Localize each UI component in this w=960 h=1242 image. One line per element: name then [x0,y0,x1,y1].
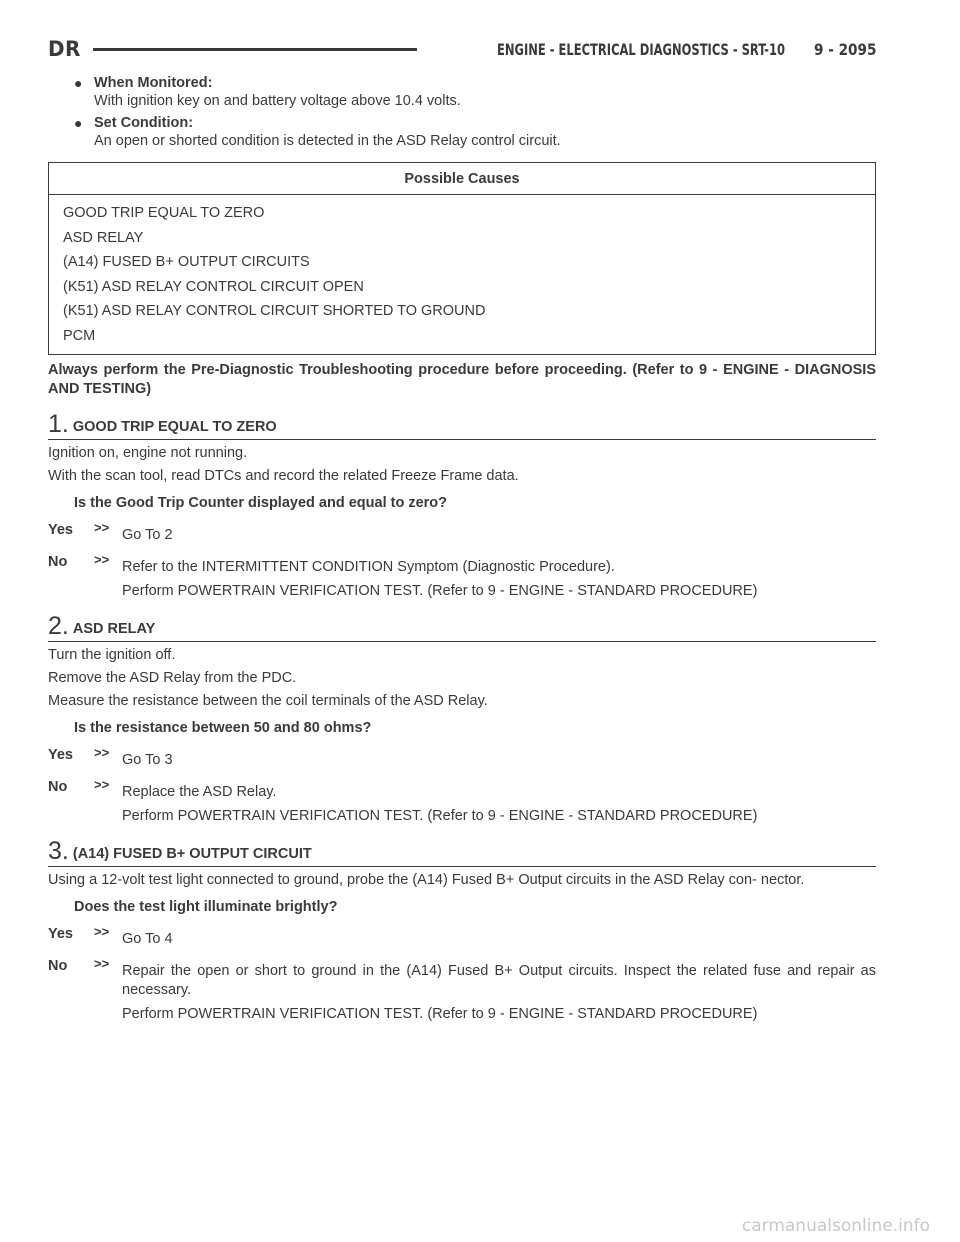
step-title: (A14) FUSED B+ OUTPUT CIRCUIT [72,846,312,862]
answer-label: No [48,779,68,795]
answer-label: Yes [48,522,73,538]
step-number: 3. [48,837,69,865]
cause-item: (A14) FUSED B+ OUTPUT CIRCUITS [63,254,310,270]
possible-causes-table [48,162,876,355]
bullet-heading: Set Condition: [94,115,194,131]
step-paragraph: With the scan tool, read DTCs and record the related Freeze Frame data. [48,468,519,484]
step-paragraph: Remove the ASD Relay from the PDC. [48,670,297,686]
step-paragraph: Turn the ignition off. [48,647,176,663]
header-model: DR [48,37,81,61]
step-heading [48,613,876,642]
step-title: GOOD TRIP EQUAL TO ZERO [72,419,277,435]
answer-label: Yes [48,926,73,942]
step-paragraph: Ignition on, engine not running. [48,445,248,461]
answer-text: Replace the ASD Relay. [122,784,277,800]
bullet-text: An open or shorted condition is detected in the ASD Relay control circuit. [94,133,561,149]
step-number: 2. [48,612,69,640]
answer-text: Go To 2 [122,527,173,543]
step-paragraph: Measure the resistance between the coil terminals of the ASD Relay. [48,693,488,709]
bullet-text: With ignition key on and battery voltage above 10.4 volts. [94,93,461,109]
page-header [48,34,876,64]
answer-text: Repair the open or short to ground in the (A14) Fused B+ Output circuits. Inspect the related fuse and repair as necessary. [122,963,876,998]
answer-label: No [48,554,68,570]
cause-item: PCM [63,327,96,344]
bullet-set-condition [48,114,876,150]
cause-item: (K51) ASD RELAY CONTROL CIRCUIT OPEN [63,278,364,295]
arrow-icon: >> [94,745,110,760]
arrow-icon: >> [94,520,110,535]
step-question: Is the Good Trip Counter displayed and equal to zero? [74,495,448,511]
answer-subtext: Perform POWERTRAIN VERIFICATION TEST. (Refer to 9 - ENGINE - STANDARD PROCEDURE) [122,583,758,599]
answer-no [48,957,876,1024]
step-question: Does the test light illuminate brightly? [74,899,338,915]
answer-subtext: Perform POWERTRAIN VERIFICATION TEST. (Refer to 9 - ENGINE - STANDARD PROCEDURE) [122,1006,758,1022]
step-1 [48,411,876,601]
answer-text: Go To 3 [122,752,173,768]
header-title: ENGINE - ELECTRICAL DIAGNOSTICS - SRT-10 [496,39,785,59]
header-rule [93,48,417,51]
step-3 [48,838,876,1024]
bullet-heading: When Monitored: [94,75,213,91]
bullet-dot-icon: ● [74,115,83,131]
cause-item: ASD RELAY [63,229,144,246]
step-heading [48,411,876,440]
cause-item: GOOD TRIP EQUAL TO ZERO [63,205,265,221]
answer-no [48,778,876,826]
header-page-number: 9 - 2095 [813,39,876,59]
step-heading [48,838,876,867]
answer-subtext: Perform POWERTRAIN VERIFICATION TEST. (Refer to 9 - ENGINE - STANDARD PROCEDURE) [122,808,758,824]
answer-yes [48,925,876,949]
arrow-icon: >> [94,956,110,971]
step-paragraph: Using a 12-volt test light connected to ground, probe the (A14) Fused B+ Output circuits in the ASD Relay con- nector. [48,872,805,888]
bullet-when-monitored [48,74,876,110]
arrow-icon: >> [94,924,110,939]
answer-yes [48,521,876,545]
watermark: carmanualsonline.info [741,1216,930,1236]
possible-causes-heading: Possible Causes [49,163,875,195]
pre-diagnostic-note: Always perform the Pre-Diagnostic Troubleshooting procedure before proceeding. (Refer to 9 - ENGINE - DIAGNOSIS AND TESTING) [48,362,876,397]
answer-label: Yes [48,747,73,763]
answer-text: Refer to the INTERMITTENT CONDITION Symptom (Diagnostic Procedure). [122,559,615,575]
bullet-dot-icon: ● [74,75,83,91]
manual-page [48,34,876,1024]
arrow-icon: >> [94,777,110,792]
cause-item: (K51) ASD RELAY CONTROL CIRCUIT SHORTED TO GROUND [63,303,486,319]
answer-no [48,553,876,601]
possible-causes-list [49,195,875,354]
step-number: 1. [48,410,69,438]
step-question: Is the resistance between 50 and 80 ohms? [74,720,372,736]
answer-label: No [48,958,68,974]
step-title: ASD RELAY [72,621,156,637]
answer-yes [48,746,876,770]
arrow-icon: >> [94,552,110,567]
answer-text: Go To 4 [122,931,173,947]
step-2 [48,613,876,826]
